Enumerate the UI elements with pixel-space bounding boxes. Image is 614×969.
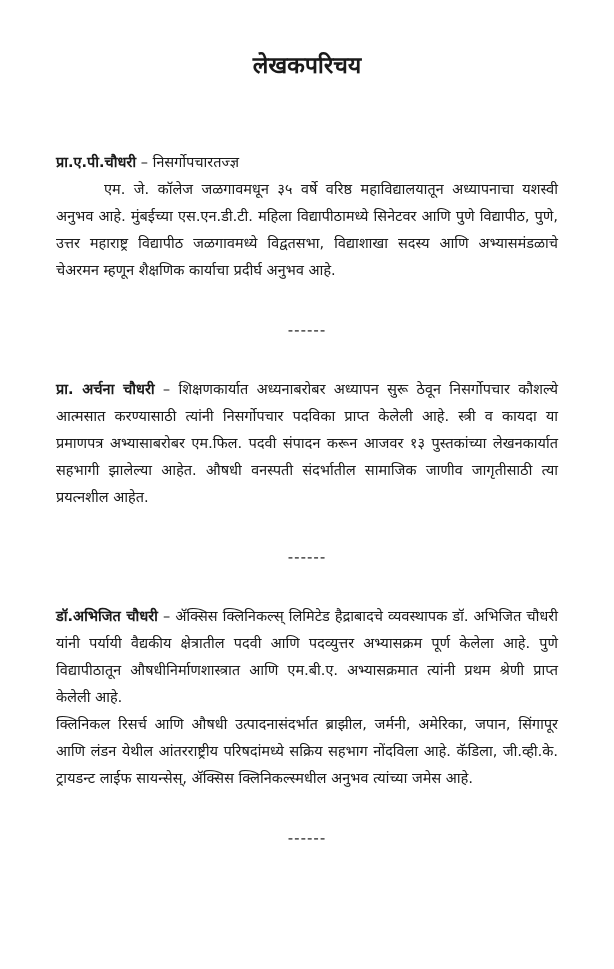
separator: ------ — [287, 548, 327, 566]
author-name: प्रा.ए.पी.चौधरी — [56, 155, 137, 171]
separator: ------ — [287, 321, 327, 339]
name-dash: – — [157, 609, 176, 625]
author-section-1 — [56, 150, 558, 285]
author-role: निसर्गोपचारतज्ज्ञ — [152, 155, 240, 171]
author-section-2 — [56, 377, 558, 512]
author-paragraph — [56, 377, 558, 512]
author-paragraph: एम. जे. कॉलेज जळगावमधून ३५ वर्षे वरिष्ठ महाविद्यालयातून अध्यापनाचा यशस्वी अनुभव आहे. मुंबईच्या एस.एन.डी.टी. महिला विद्यापीठामध्ये सिनेटवर आणि पुणे विद्यापीठ, पुणे, उत्तर महाराष्ट्र विद्यापीठ जळगावमध्ये विद्वतसभा, विद्याशाखा सदस्य आणि अभ्यासमंडळाचे चेअरमन म्हणून शैक्षणिक कार्याचा प्रदीर्घ अनुभव आहे. — [56, 182, 558, 279]
author-paragraph: क्लिनिकल रिसर्च आणि औषधी उत्पादनासंदर्भात ब्राझील, जर्मनी, अमेरिका, जपान, सिंगापूर आणि लंडन येथील आंतरराष्ट्रीय परिषदांमध्ये सक्रिय सहभाग नोंदविला आहे. कॅडिला, जी.व्ही.के. ट्रायडन्ट लाईफ सायन्सेस्, ॲक्सिस क्लिनिकल्स्मधील अनुभव त्यांच्या जमेस आहे. — [56, 717, 558, 787]
page-title: लेखकपरिचय — [252, 53, 362, 79]
author-name: प्रा. अर्चना चौधरी — [56, 382, 155, 398]
author-name: डॉ.अभिजित चौधरी — [56, 609, 158, 625]
separator: ------ — [287, 829, 327, 847]
author-lead-text: शिक्षणकार्यात अध्यनाबरोबर अध्यापन सुरू ठेवून निसर्गोपचार कौशल्ये आत्मसात करण्यासाठी त्यांनी निसर्गोपचार पदविका प्राप्त केलेली आहे. स्त्री व कायदा या प्रमाणपत्र अभ्यासाबरोबर एम.फिल. पदवी संपादन करून आजवर १३ पुस्तकांच्या लेखनकार्यात सहभागी झालेल्या आहेत. औषधी वनस्पती संदर्भातील सामाजिक जाणीव जागृतीसाठी त्या प्रयत्नशील आहेत. — [56, 382, 559, 506]
author-paragraph — [56, 604, 558, 712]
author-heading — [56, 150, 558, 177]
name-dash: – — [154, 382, 179, 398]
name-dash: – — [136, 155, 153, 171]
author-section-3 — [56, 604, 558, 793]
author-lead-text: ॲक्सिस क्लिनिकल्स् लिमिटेड हैद्राबादचे व्यवस्थापक डॉ. अभिजित चौधरी यांनी पर्यायी वैद्यकीय क्षेत्रातील पदवी आणि पदव्युत्तर अभ्यासक्रम पूर्ण केलेला आहे. पुणे विद्यापीठातून औषधीनिर्माणशास्त्रात आणि एम.बी.ए. अभ्यासक्रमात त्यांनी प्रथम श्रेणी प्राप्त केलेली आहे. — [56, 609, 558, 706]
